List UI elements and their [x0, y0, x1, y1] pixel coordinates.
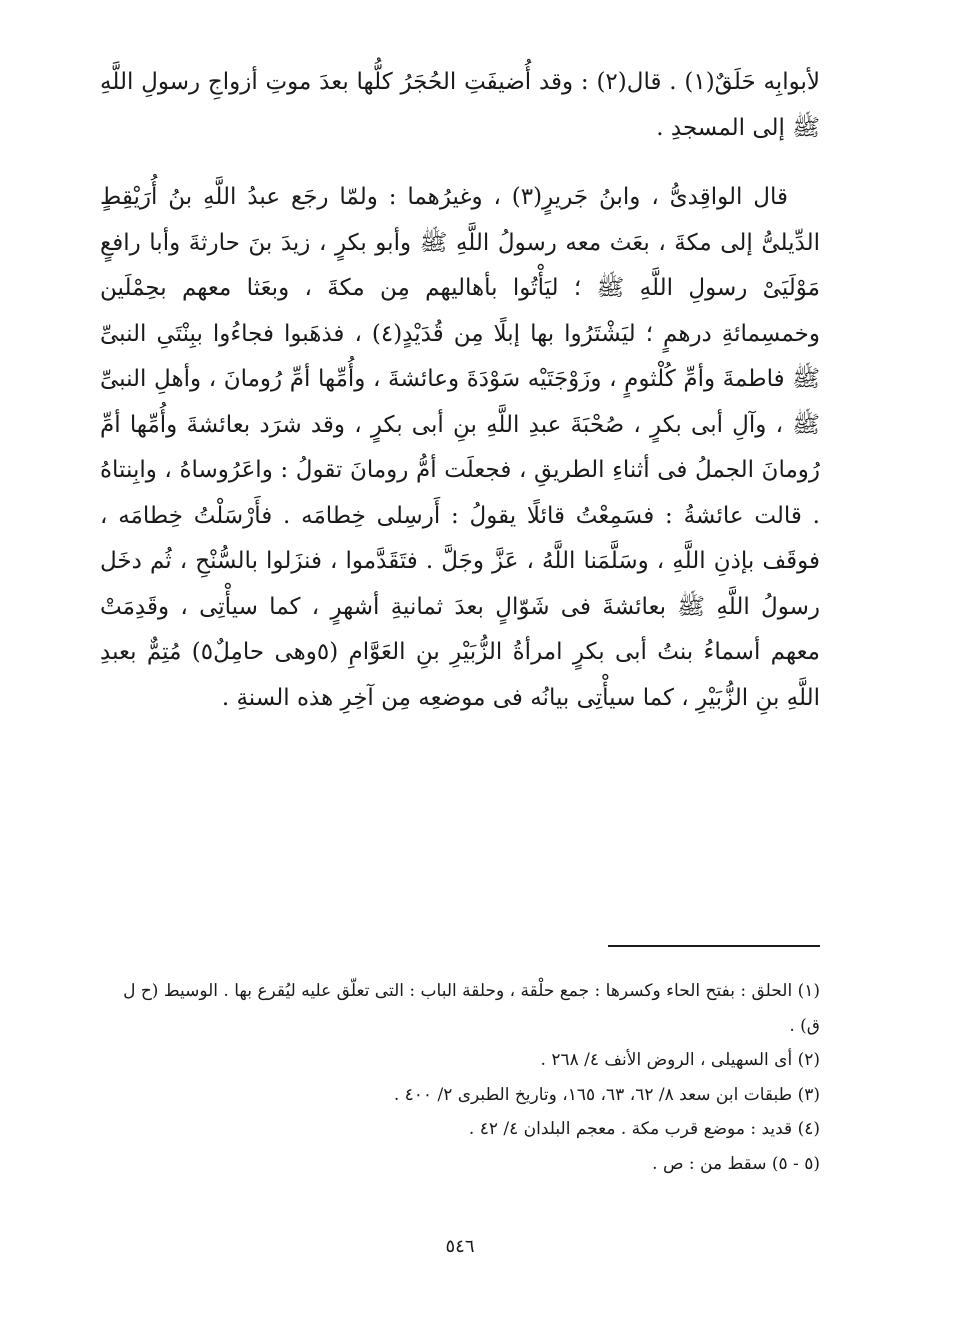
paragraph-1: لأبوابِه حَلَقٌ(١) . قال(٢) : وقد أُضيفَتِ الحُجَرُ كلُّها بعدَ موتِ أزواجِ رسولِ اللَّهِ ﷺ إلى المسجدِ .: [100, 69, 821, 141]
footnote-divider: [608, 945, 820, 947]
footnote-5: (٥ - ٥) سقط من : ص .: [652, 1153, 820, 1174]
footnote-1: (١) الحلق : بفتح الحاء وكسرها : جمع حلْقة ، وحلقة الباب : التى تعلّق عليه ليُقرع بها . الوسيط (ح ل ق) .: [123, 981, 820, 1036]
paragraph-2: قال الواقِدىُّ ، وابنُ جَريرٍ(٣) ، وغيرُهما : ولمّا رجَع عبدُ اللَّهِ بنُ أُرَيْقِطٍ الدِّيلىُّ إلى مكةَ ، بعَث معه رسولُ اللَّهِ ﷺ وأبو بكرٍ ، زيدَ بنَ حارثةَ وأبا رافعٍ مَوْلَيَىْ رسولِ اللَّهِ ﷺ ؛ ليَأْتُوا بأهاليهم مِن مكةَ ، وبعَثا معهم بحِمْلَين وخمسِمائةِ درهمٍ ؛ ليَشْتَرُوا بها إبلًا مِن قُدَيْدٍ(٤) ، فذهَبوا فجاءُوا ببِنْتَىِ النبىِّ ﷺ فاطمةَ وأمِّ كُلْثومٍ ، وزَوْجَتَيْه سَوْدَةَ وعائشةَ ، وأُمِّها أمِّ رُومانَ ، وأهلِ النبىِّ ﷺ ، وآلِ أبى بكرٍ ، صُحْبَةَ عبدِ اللَّهِ بنِ أبى بكرٍ ، وقد شرَد بعائشةَ وأُمِّها أمِّ رُومانَ الجملُ فى أثناءِ الطريقِ ، فجعلَت أمُّ رومانَ تقولُ : واعَرُوساهُ ، وابِنتاهُ . قالت عائشةُ : فسَمِعْتُ قائلًا يقولُ : أَرسِلى خِطامَه . فأَرْسَلْتُ خِطامَه ، فوقَف بإذنِ اللَّهِ ، وسَلَّمَنا اللَّهُ ، عَزَّ وجَلَّ . فتَقَدَّموا ، فنزَلوا بالسُّنْحِ ، ثُم دخَل رسولُ اللَّهِ ﷺ بعائشةَ فى شَوّالٍ بعدَ ثمانيةِ أشهرٍ ، كما سيأْتِى ، وقَدِمَتْ معهم أسماءُ بنتُ أبى بكرٍ امرأةُ الزُّبَيْرِ بنِ العَوَّامِ (٥وهى حامِلٌ٥) مُتِمٌّ بعبدِ اللَّهِ بنِ الزُّبَيْرِ ، كما سيأْتِى بيانُه فى موضعِه مِن آخِرِ هذه السنةِ .: [100, 184, 821, 711]
footnote-3: (٣) طبقات ابن سعد ٨/ ٦٢، ٦٣، ١٦٥، وتاريخ الطبرى ٢/ ٤٠٠ .: [393, 1084, 820, 1105]
footnotes: [100, 974, 820, 1181]
footnote-2: (٢) أى السهيلى ، الروض الأنف ٤/ ٢٦٨ .: [540, 1050, 820, 1070]
footnote-4: (٤) قديد : موضع قرب مكة . معجم البلدان ٤/ ٤٢ .: [468, 1119, 820, 1139]
page-number: ٥٤٦: [445, 1236, 475, 1257]
main-text: [100, 60, 820, 721]
book-page: [100, 60, 820, 1300]
